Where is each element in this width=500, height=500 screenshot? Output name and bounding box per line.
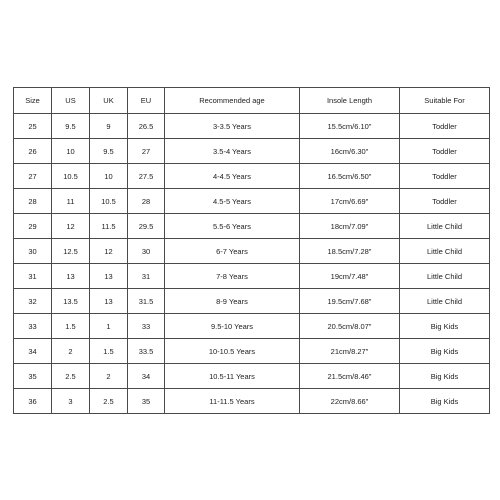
cell-us: 10.5 <box>52 164 90 189</box>
cell-suitable-for: Toddler <box>400 164 490 189</box>
size-table <box>13 87 490 414</box>
header-insole-length: Insole Length <box>300 88 400 114</box>
cell-suitable-for: Big Kids <box>400 339 490 364</box>
cell-insole-length: 15.5cm/6.10" <box>300 114 400 139</box>
cell-us: 13.5 <box>52 289 90 314</box>
cell-recommended-age: 4-4.5 Years <box>165 164 300 189</box>
cell-recommended-age: 3.5-4 Years <box>165 139 300 164</box>
cell-suitable-for: Toddler <box>400 189 490 214</box>
cell-size: 26 <box>14 139 52 164</box>
cell-recommended-age: 7-8 Years <box>165 264 300 289</box>
cell-recommended-age: 4.5-5 Years <box>165 189 300 214</box>
cell-suitable-for: Little Child <box>400 264 490 289</box>
cell-recommended-age: 6-7 Years <box>165 239 300 264</box>
cell-us: 2.5 <box>52 364 90 389</box>
cell-size: 28 <box>14 189 52 214</box>
table-body <box>14 114 490 414</box>
cell-suitable-for: Little Child <box>400 239 490 264</box>
cell-suitable-for: Big Kids <box>400 364 490 389</box>
cell-us: 12 <box>52 214 90 239</box>
cell-insole-length: 19cm/7.48" <box>300 264 400 289</box>
table-row <box>14 339 490 364</box>
cell-uk: 2.5 <box>90 389 128 414</box>
cell-uk: 9.5 <box>90 139 128 164</box>
cell-recommended-age: 10-10.5 Years <box>165 339 300 364</box>
cell-size: 33 <box>14 314 52 339</box>
cell-uk: 1.5 <box>90 339 128 364</box>
header-size: Size <box>14 88 52 114</box>
header-row <box>14 88 490 114</box>
cell-eu: 27.5 <box>128 164 165 189</box>
cell-uk: 9 <box>90 114 128 139</box>
cell-us: 9.5 <box>52 114 90 139</box>
cell-size: 35 <box>14 364 52 389</box>
cell-insole-length: 16cm/6.30" <box>300 139 400 164</box>
cell-recommended-age: 3-3.5 Years <box>165 114 300 139</box>
cell-us: 11 <box>52 189 90 214</box>
cell-size: 36 <box>14 389 52 414</box>
cell-uk: 1 <box>90 314 128 339</box>
cell-eu: 33 <box>128 314 165 339</box>
cell-size: 32 <box>14 289 52 314</box>
cell-insole-length: 18.5cm/7.28" <box>300 239 400 264</box>
cell-size: 27 <box>14 164 52 189</box>
cell-size: 31 <box>14 264 52 289</box>
cell-size: 34 <box>14 339 52 364</box>
cell-us: 10 <box>52 139 90 164</box>
cell-size: 30 <box>14 239 52 264</box>
table-row <box>14 164 490 189</box>
table-row <box>14 289 490 314</box>
table-row <box>14 139 490 164</box>
cell-eu: 31 <box>128 264 165 289</box>
cell-suitable-for: Toddler <box>400 139 490 164</box>
cell-suitable-for: Little Child <box>400 214 490 239</box>
table-row <box>14 364 490 389</box>
cell-size: 25 <box>14 114 52 139</box>
cell-insole-length: 22cm/8.66" <box>300 389 400 414</box>
cell-recommended-age: 10.5-11 Years <box>165 364 300 389</box>
cell-uk: 13 <box>90 264 128 289</box>
cell-insole-length: 21cm/8.27" <box>300 339 400 364</box>
table-header <box>14 88 490 114</box>
cell-recommended-age: 8-9 Years <box>165 289 300 314</box>
header-suitable-for: Suitable For <box>400 88 490 114</box>
cell-eu: 35 <box>128 389 165 414</box>
header-uk: UK <box>90 88 128 114</box>
cell-insole-length: 16.5cm/6.50" <box>300 164 400 189</box>
cell-uk: 12 <box>90 239 128 264</box>
cell-insole-length: 21.5cm/8.46" <box>300 364 400 389</box>
cell-eu: 28 <box>128 189 165 214</box>
header-us: US <box>52 88 90 114</box>
cell-eu: 31.5 <box>128 289 165 314</box>
cell-suitable-for: Big Kids <box>400 314 490 339</box>
cell-us: 2 <box>52 339 90 364</box>
cell-uk: 10.5 <box>90 189 128 214</box>
cell-suitable-for: Little Child <box>400 289 490 314</box>
cell-insole-length: 20.5cm/8.07" <box>300 314 400 339</box>
cell-uk: 13 <box>90 289 128 314</box>
cell-us: 3 <box>52 389 90 414</box>
cell-insole-length: 17cm/6.69" <box>300 189 400 214</box>
cell-eu: 27 <box>128 139 165 164</box>
table-row <box>14 189 490 214</box>
table-row <box>14 314 490 339</box>
cell-us: 12.5 <box>52 239 90 264</box>
cell-us: 13 <box>52 264 90 289</box>
cell-us: 1.5 <box>52 314 90 339</box>
cell-insole-length: 18cm/7.09" <box>300 214 400 239</box>
cell-eu: 30 <box>128 239 165 264</box>
cell-size: 29 <box>14 214 52 239</box>
table-row <box>14 214 490 239</box>
table-row <box>14 264 490 289</box>
header-recommended-age: Recommended age <box>165 88 300 114</box>
cell-suitable-for: Toddler <box>400 114 490 139</box>
cell-uk: 2 <box>90 364 128 389</box>
cell-recommended-age: 5.5-6 Years <box>165 214 300 239</box>
cell-uk: 11.5 <box>90 214 128 239</box>
cell-recommended-age: 11-11.5 Years <box>165 389 300 414</box>
table-row <box>14 239 490 264</box>
table-row <box>14 114 490 139</box>
cell-uk: 10 <box>90 164 128 189</box>
cell-recommended-age: 9.5-10 Years <box>165 314 300 339</box>
size-chart <box>13 87 489 414</box>
cell-eu: 26.5 <box>128 114 165 139</box>
table-row <box>14 389 490 414</box>
cell-eu: 34 <box>128 364 165 389</box>
header-eu: EU <box>128 88 165 114</box>
cell-eu: 29.5 <box>128 214 165 239</box>
cell-insole-length: 19.5cm/7.68" <box>300 289 400 314</box>
cell-suitable-for: Big Kids <box>400 389 490 414</box>
cell-eu: 33.5 <box>128 339 165 364</box>
